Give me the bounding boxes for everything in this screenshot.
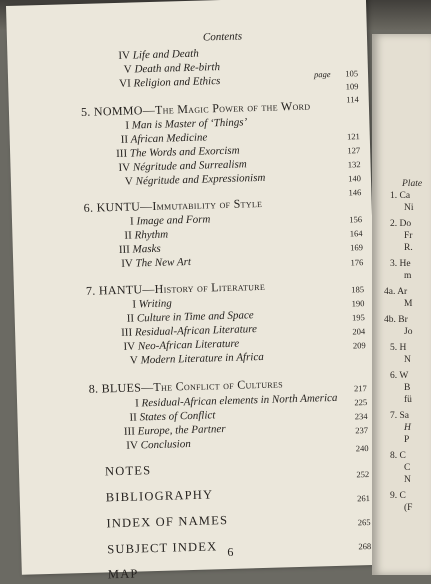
- toc-entry: II Culture in Time and Space: [126, 309, 254, 325]
- plate-entry: 7. Sa: [390, 411, 409, 421]
- plate-entry: Fr: [404, 231, 413, 241]
- plate-entry: H: [404, 423, 411, 433]
- toc-entry: I Image and Form: [129, 213, 211, 228]
- plate-entry: 3. He: [390, 259, 411, 269]
- page-number: 268: [358, 541, 372, 552]
- page-number: 209: [352, 340, 366, 351]
- page-number: 195: [351, 312, 365, 323]
- page-number: 240: [355, 443, 369, 454]
- page-number: 164: [349, 228, 363, 239]
- plate-entry: Jo: [404, 327, 413, 337]
- plate-entry: M: [404, 299, 413, 309]
- toc-entry: II Rhythm: [124, 228, 169, 242]
- plate-entry: R.: [404, 243, 413, 253]
- toc-entry: III Europe, the Partner: [123, 423, 226, 438]
- toc-entry: IV Conclusion: [126, 438, 191, 452]
- toc-back-entry: MAP: [107, 566, 139, 582]
- plate-entry: 4b. Br: [384, 315, 408, 325]
- page-number: 252: [356, 469, 370, 480]
- toc-entry: III The Words and Exorcism: [116, 144, 240, 160]
- page-number: 105: [345, 68, 359, 79]
- plate-entry: Ni: [404, 203, 414, 213]
- toc-entry: I Man is Master of ‘Things’: [125, 116, 248, 132]
- plate-entry: C: [404, 463, 411, 473]
- page-number: 265: [357, 517, 371, 528]
- page-number: 190: [351, 298, 365, 309]
- page-number: 185: [351, 284, 365, 295]
- chapter-heading: 7. HANTU—History of Literature: [85, 278, 266, 298]
- page-number: 237: [355, 425, 369, 436]
- page-number: 156: [349, 214, 363, 225]
- toc-back-entry: INDEX OF NAMES: [106, 513, 229, 531]
- plate-entry: B: [404, 383, 411, 393]
- page-number: 176: [350, 257, 364, 268]
- right-page: [372, 34, 431, 575]
- toc-entry: I Writing: [132, 297, 172, 311]
- page-number: 132: [347, 159, 361, 170]
- toc-entry: IV Négritude and Surrealism: [118, 158, 247, 174]
- page-number: 169: [349, 242, 364, 253]
- plate-entry: fü: [404, 395, 412, 405]
- toc-entry: IV Neo-African Literature: [123, 337, 240, 353]
- page-number: 140: [348, 173, 362, 184]
- page-number: 127: [347, 145, 361, 156]
- toc-entry: I Residual-African elements in North America: [134, 391, 338, 410]
- toc-entry: III Masks: [118, 242, 161, 256]
- plate-entry: P: [404, 435, 410, 445]
- page-number: 121: [346, 131, 360, 142]
- plate-entry: 1. Ca: [390, 191, 411, 201]
- toc-entry: III Residual-African Literature: [121, 323, 258, 339]
- toc-entry: V Modern Literature in Africa: [129, 350, 264, 367]
- page-number: 109: [345, 81, 359, 92]
- plate-entry: m: [404, 271, 412, 281]
- page-number: 146: [348, 187, 362, 198]
- plate-entry: 2. Do: [390, 219, 412, 229]
- chapter-heading: 5. NOMMO—The Magic Power of the Word: [80, 98, 311, 119]
- toc-entry: V Death and Re-birth: [123, 61, 221, 76]
- plate-entry: 6. W: [390, 371, 409, 381]
- page-number: 204: [352, 326, 366, 337]
- page-folio: 6: [227, 544, 234, 560]
- toc-back-entry: NOTES: [104, 463, 152, 479]
- toc-entry: V Négritude and Expressionism: [124, 171, 266, 188]
- page-label: page: [313, 68, 331, 80]
- page-number: 225: [354, 397, 368, 408]
- toc-entry: II African Medicine: [120, 131, 208, 146]
- left-page: [6, 0, 382, 582]
- toc-entry: VI Religion and Ethics: [119, 75, 221, 90]
- plate-entry: 5. H: [390, 343, 407, 353]
- plate-entry: N: [404, 355, 411, 365]
- plate-entry: 8. C: [390, 451, 406, 461]
- chapter-heading: 6. KUNTU—Immutability of Style: [83, 195, 263, 215]
- right-page-header: Plate: [402, 179, 423, 189]
- page-number: 217: [353, 383, 367, 394]
- toc-entry: IV The New Art: [121, 255, 192, 270]
- toc-back-entry: BIBLIOGRAPHY: [105, 487, 214, 505]
- page-header: Contents: [202, 30, 243, 44]
- page-number: 261: [356, 493, 371, 504]
- chapter-heading: 8. BLUES—The Conflict of Cultures: [88, 376, 284, 396]
- toc-entry: II States of Conflict: [129, 409, 216, 424]
- page-number: 114: [346, 94, 359, 105]
- page-number: 234: [354, 411, 368, 422]
- toc-entry: IV Life and Death: [118, 47, 199, 62]
- plate-entry: 9. C: [390, 491, 406, 501]
- plate-entry: N: [404, 475, 411, 485]
- plate-entry: 4a. Ar: [384, 287, 408, 297]
- toc-back-entry: SUBJECT INDEX: [107, 539, 218, 557]
- plate-entry: (F: [404, 503, 413, 513]
